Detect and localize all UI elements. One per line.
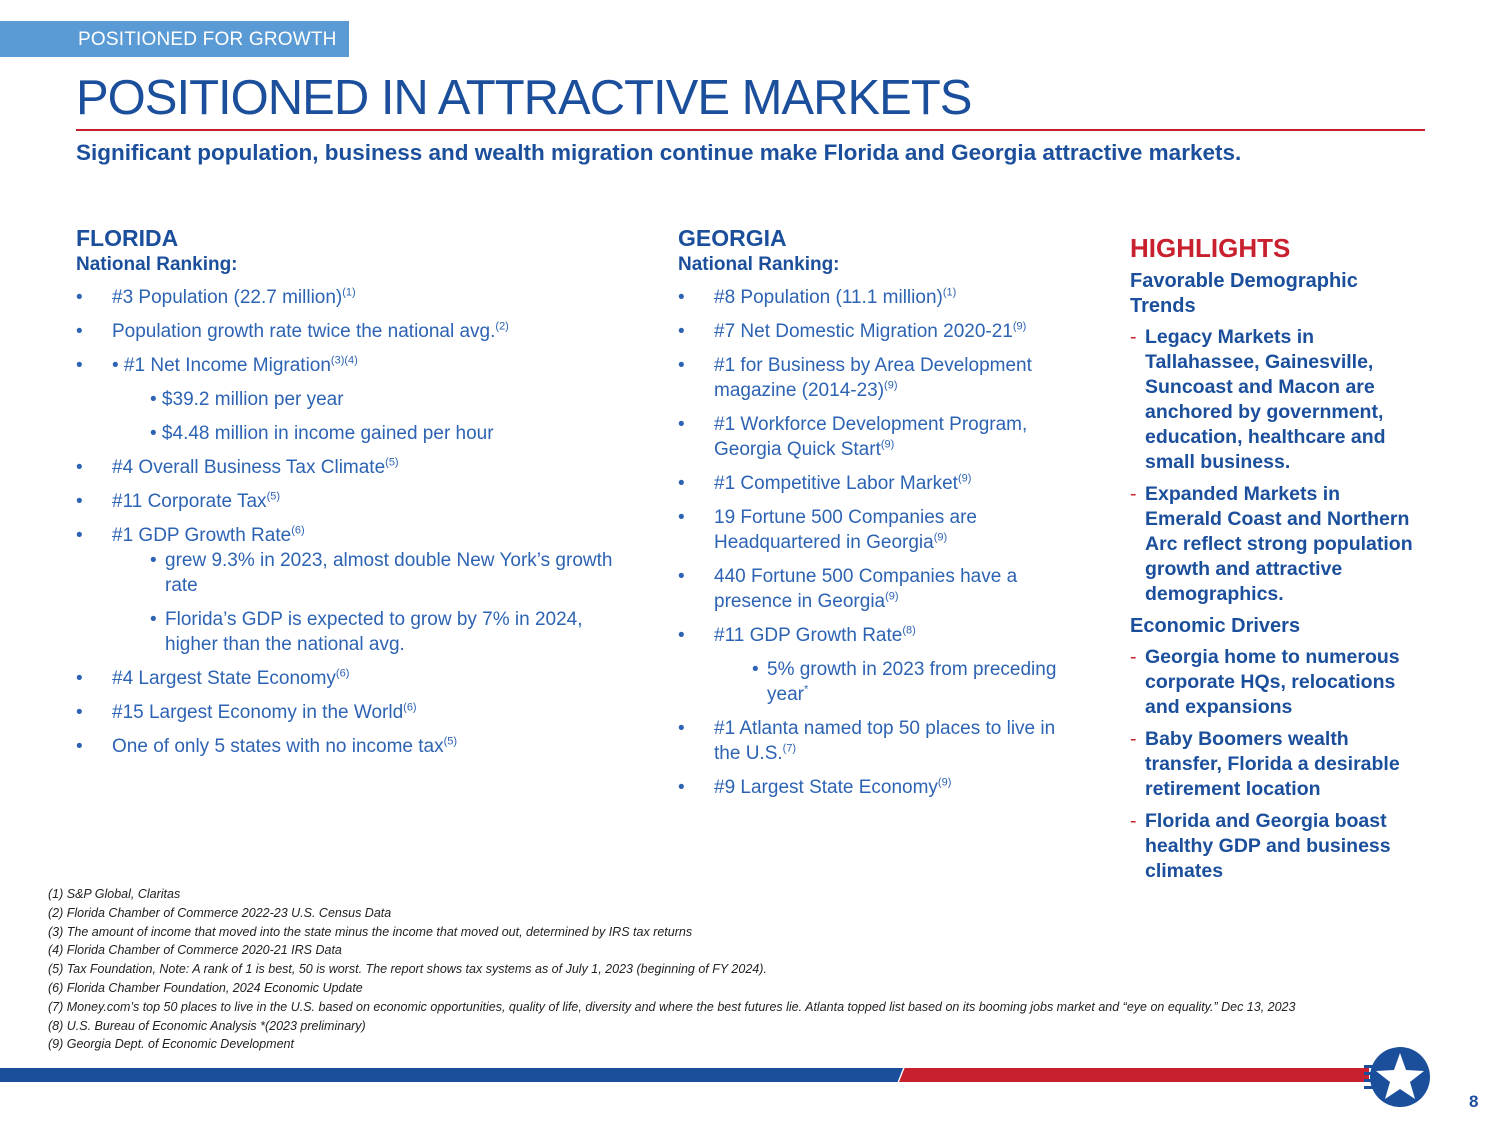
- list-item: - Baby Boomers wealth transfer, Florida a desirable retirement location: [1130, 727, 1420, 802]
- list-item: • #8 Population (11.1 million)$^{(1)}$: [678, 285, 1078, 310]
- highlights-heading: HIGHLIGHTS: [1130, 233, 1291, 263]
- list-subitem: • $4.48 million in income gained per hour: [150, 423, 494, 444]
- list-item: • #15 Largest Economy in the World$^{(6)}$: [76, 700, 636, 725]
- page-number: 8: [1469, 1092, 1479, 1111]
- highlights-group-title: Economic Drivers: [1130, 615, 1301, 637]
- list-item: • #11 Corporate Tax$^{(5)}$: [76, 489, 636, 514]
- footnote: (9) Georgia Dept. of Economic Development: [48, 1037, 294, 1052]
- footer-bar-red: [899, 1068, 1369, 1082]
- section-tag-label: POSITIONED FOR GROWTH: [78, 29, 337, 50]
- title-divider: [76, 129, 1425, 131]
- list-item: • 440 Fortune 500 Companies have a presence in Georgia$^{(9)}$: [678, 564, 1078, 614]
- list-subitem: • Florida’s GDP is expected to grow by 7% in 2024, higher than the national avg.: [150, 609, 583, 655]
- list-item: - Georgia home to numerous corporate HQs, relocations and expansions: [1130, 645, 1420, 720]
- footnote: (8) U.S. Bureau of Economic Analysis *(2023 preliminary): [48, 1018, 366, 1033]
- georgia-column: [678, 224, 1078, 809]
- list-item: - Legacy Markets in Tallahassee, Gainesville, Suncoast and Macon are anchored by government, education, healthcare and small business.: [1130, 325, 1420, 475]
- footnote: (6) Florida Chamber Foundation, 2024 Economic Update: [48, 980, 363, 995]
- section-tag: [0, 21, 349, 57]
- star-logo-icon: [1364, 1043, 1430, 1109]
- florida-list: [76, 285, 636, 759]
- list-item: • #4 Overall Business Tax Climate$^{(5)}$: [76, 455, 636, 480]
- footer-bar-blue: [0, 1068, 903, 1082]
- georgia-heading: GEORGIA: [678, 225, 787, 251]
- list-item: • #1 Competitive Labor Market$^{(9)}$: [678, 471, 1078, 496]
- list-item: • #1 for Business by Area Development magazine (2014-23)$^{(9)}$: [678, 353, 1078, 403]
- florida-subheading: National Ranking:: [76, 254, 238, 275]
- list-item: - Florida and Georgia boast healthy GDP and business climates: [1130, 809, 1420, 884]
- footnote: (5) Tax Foundation, Note: A rank of 1 is best, 50 is worst. The report shows tax systems as of July 1, 2023 (beginning of FY 2024).: [48, 962, 767, 977]
- highlights-list: [1130, 325, 1420, 607]
- list-item: • Population growth rate twice the national avg.$^{(2)}$: [76, 319, 636, 344]
- footnote: (4) Florida Chamber of Commerce 2020-21 IRS Data: [48, 943, 342, 958]
- list-item: • #3 Population (22.7 million)$^{(1)}$: [76, 285, 636, 310]
- list-item: • #11 GDP Growth Rate$^{(8)}$: [678, 623, 1078, 648]
- list-item: • #7 Net Domestic Migration 2020-21$^{(9)}$: [678, 319, 1078, 344]
- list-item: - Expanded Markets in Emerald Coast and Northern Arc reflect strong population growth and attractive demographics.: [1130, 482, 1420, 607]
- list-item: • #9 Largest State Economy$^{(9)}$: [678, 775, 1078, 800]
- list-item: • One of only 5 states with no income tax$^{(5)}$: [76, 734, 636, 759]
- georgia-subheading: National Ranking:: [678, 254, 840, 275]
- florida-heading: FLORIDA: [76, 225, 179, 251]
- footnotes: [48, 885, 1295, 1054]
- georgia-list: [678, 285, 1078, 800]
- footnote: (7) Money.com’s top 50 places to live in the U.S. based on economic opportunities, quality of life, diversity and where the best futures lie. Atlanta topped list based on its booming jobs market and “eye on equality.” Dec 13, 2023: [48, 999, 1296, 1014]
- page-title: POSITIONED IN ATTRACTIVE MARKETS: [76, 71, 972, 125]
- florida-column: [76, 224, 636, 768]
- list-item: • #1 GDP Growth Rate$^{(6)}$: [76, 523, 636, 548]
- highlights-panel: [1130, 233, 1420, 891]
- footnote: (3) The amount of income that moved into the state minus the income that moved out, determined by IRS tax returns: [48, 924, 693, 939]
- highlights-list: [1130, 645, 1420, 884]
- list-item: • #4 Largest State Economy$^{(6)}$: [76, 666, 636, 691]
- list-item: • 19 Fortune 500 Companies are Headquartered in Georgia$^{(9)}$: [678, 505, 1078, 555]
- footnote: (2) Florida Chamber of Commerce 2022-23 U.S. Census Data: [48, 905, 392, 920]
- highlights-group-title: Favorable Demographic Trends: [1130, 270, 1358, 317]
- list-item: • • #1 Net Income Migration$^{(3)(4)}$: [76, 353, 636, 378]
- list-subitem: • 5% growth in 2023 from preceding year*: [752, 659, 1057, 705]
- footnote: (1) S&P Global, Claritas: [48, 887, 181, 901]
- list-item: • #1 Atlanta named top 50 places to live in the U.S.$^{(7)}$: [678, 716, 1078, 766]
- list-subitem: • $39.2 million per year: [150, 389, 344, 410]
- page-subtitle: Significant population, business and wealth migration continue make Florida and Georgia attractive markets.: [76, 140, 1242, 165]
- list-subitem: • grew 9.3% in 2023, almost double New York’s growth rate: [150, 550, 613, 596]
- list-item: • #1 Workforce Development Program, Georgia Quick Start$^{(9)}$: [678, 412, 1078, 462]
